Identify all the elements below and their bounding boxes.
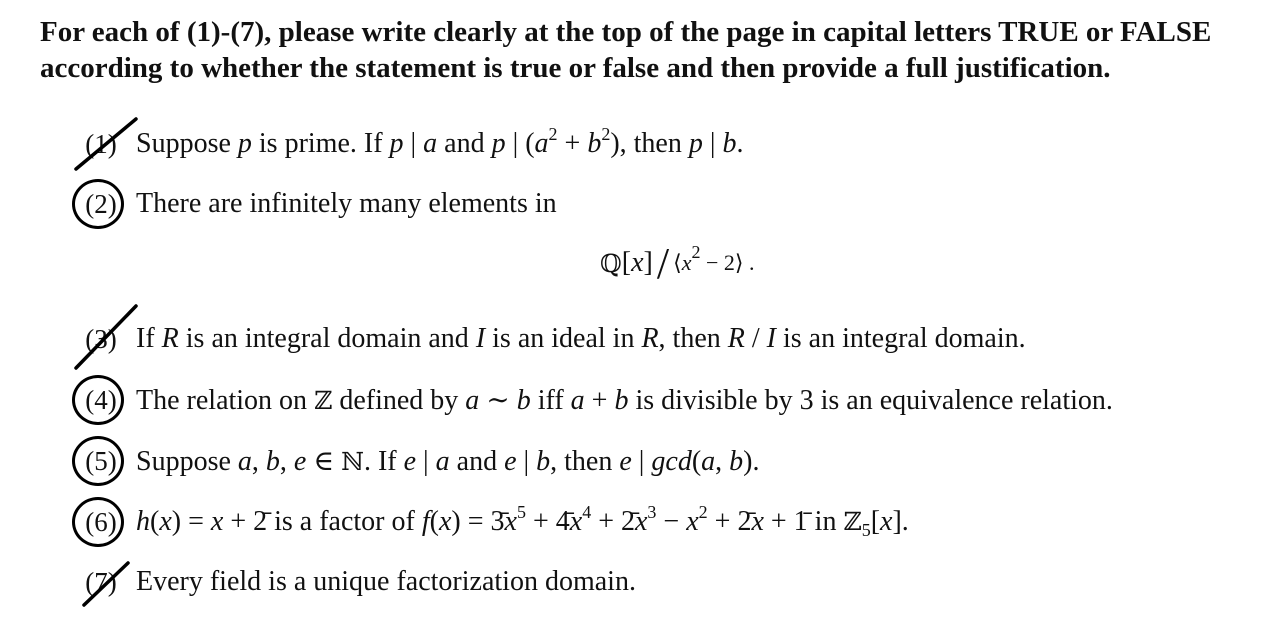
slash-mark: [72, 115, 142, 175]
statement-text: h(x) = x + 2̄ is a factor of $f(x) = 3̄x^5$ + $4̄x^4$ + $2̄x^3 - x^2$ + 2̄x + 1̄ in ℤ$_5$[x].: [136, 502, 909, 540]
circle-mark: [72, 179, 124, 229]
statement-3: [72, 319, 1026, 359]
item-number-2: (2): [72, 189, 130, 220]
item-number-4: (4): [72, 385, 130, 416]
statement-text: Suppose a, b, e ∈ ℕ. If e | a and e | b, then e | gcd(a, b).: [136, 446, 760, 477]
slash-mark: [72, 553, 142, 613]
circle-mark: [72, 436, 124, 486]
item-number-6: (6): [72, 507, 130, 538]
quotient-ring-expression: ℚ [ x ] / $⟨x^2$ − 2⟩ .: [600, 238, 755, 288]
statement-text: There are infinitely many elements in: [136, 188, 557, 219]
statement-7: [72, 562, 636, 602]
circle-mark: [72, 375, 124, 425]
statement-text: The relation on ℤ defined by a ∼ b iff a + b is divisible by 3 is an equivalence relation.: [136, 385, 1113, 416]
statement-6: [72, 502, 909, 542]
statement-5: [72, 441, 759, 481]
item-number-5: (5): [72, 446, 130, 477]
statement-text: Suppose p is prime. If p | a and p | $(a^2 + b^2)$, then p | b.: [136, 124, 744, 159]
statement-4: [72, 380, 1113, 420]
statement-1: [72, 124, 743, 164]
item-number-1: (1): [72, 129, 130, 160]
slash-mark: [72, 310, 142, 370]
instructions-heading: For each of (1)-(7), please write clearly at the top of the page in capital letters TRUE or FALSE according to whether the statement is true or false and then provide a full justification.: [40, 16, 1212, 84]
statement-text: Every field is a unique factorization domain.: [136, 566, 636, 597]
item-number-3: (3): [72, 324, 130, 355]
circle-mark: [72, 497, 124, 547]
item-number-7: (7): [72, 567, 130, 598]
statement-2: [72, 184, 557, 224]
statement-text: If R is an integral domain and I is an ideal in R, then R / I is an integral domain.: [136, 323, 1026, 354]
